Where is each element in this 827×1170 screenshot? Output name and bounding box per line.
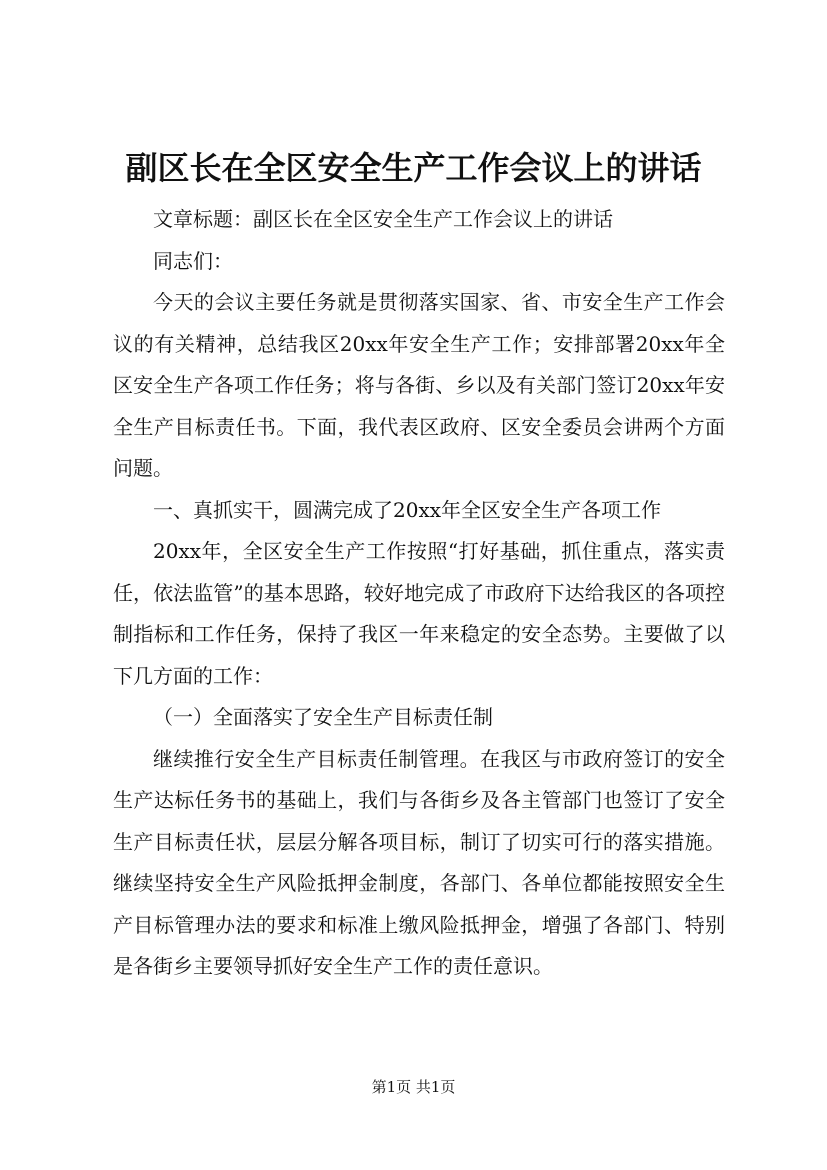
page-footer: 第1页 共1页 bbox=[371, 1078, 456, 1096]
paragraph-summary: 20xx年，全区安全生产工作按照“打好基础，抓住重点，落实责任，依法监管”的基本思路，较好地完成了市政府下达给我区的各项控制指标和工作任务，保持了我区一年来稳定的安全态势。主要做了以下几方面的工作： bbox=[113, 539, 725, 688]
article-title-line: 文章标题：副区长在全区安全生产工作会议上的讲话 bbox=[153, 207, 613, 231]
section-heading-1: 一、真抓实干，圆满完成了20xx年全区安全生产各项工作 bbox=[153, 497, 662, 522]
subsection-heading-1: （一）全面落实了安全生产目标责任制 bbox=[153, 705, 493, 729]
paragraph-responsibility: 继续推行安全生产目标责任制管理。在我区与市政府签订的安全生产达标任务书的基础上，我们与各街乡及各主管部门也签订了安全生产目标责任状，层层分解各项目标，制订了切实可行的落实措施。继续坚持安全生产风险抵押金制度，各部门、各单位都能按照安全生产目标管理办法的要求和标准上缴风险抵押金，增强了各部门、特别是各街乡主要领导抓好安全生产工作的责任意识。 bbox=[113, 746, 725, 978]
document-body bbox=[113, 199, 725, 988]
salutation: 同志们： bbox=[153, 248, 233, 273]
page-title: 副区长在全区安全生产工作会议上的讲话 bbox=[125, 149, 702, 187]
paragraph-intro: 今天的会议主要任务就是贯彻落实国家、省、市安全生产工作会议的有关精神，总结我区20xx年安全生产工作；安排部署20xx年全区安全生产各项工作任务；将与各街、乡以及有关部门签订20xx年安全生产目标责任书。下面，我代表区政府、区安全委员会讲两个方面问题。 bbox=[113, 290, 725, 480]
